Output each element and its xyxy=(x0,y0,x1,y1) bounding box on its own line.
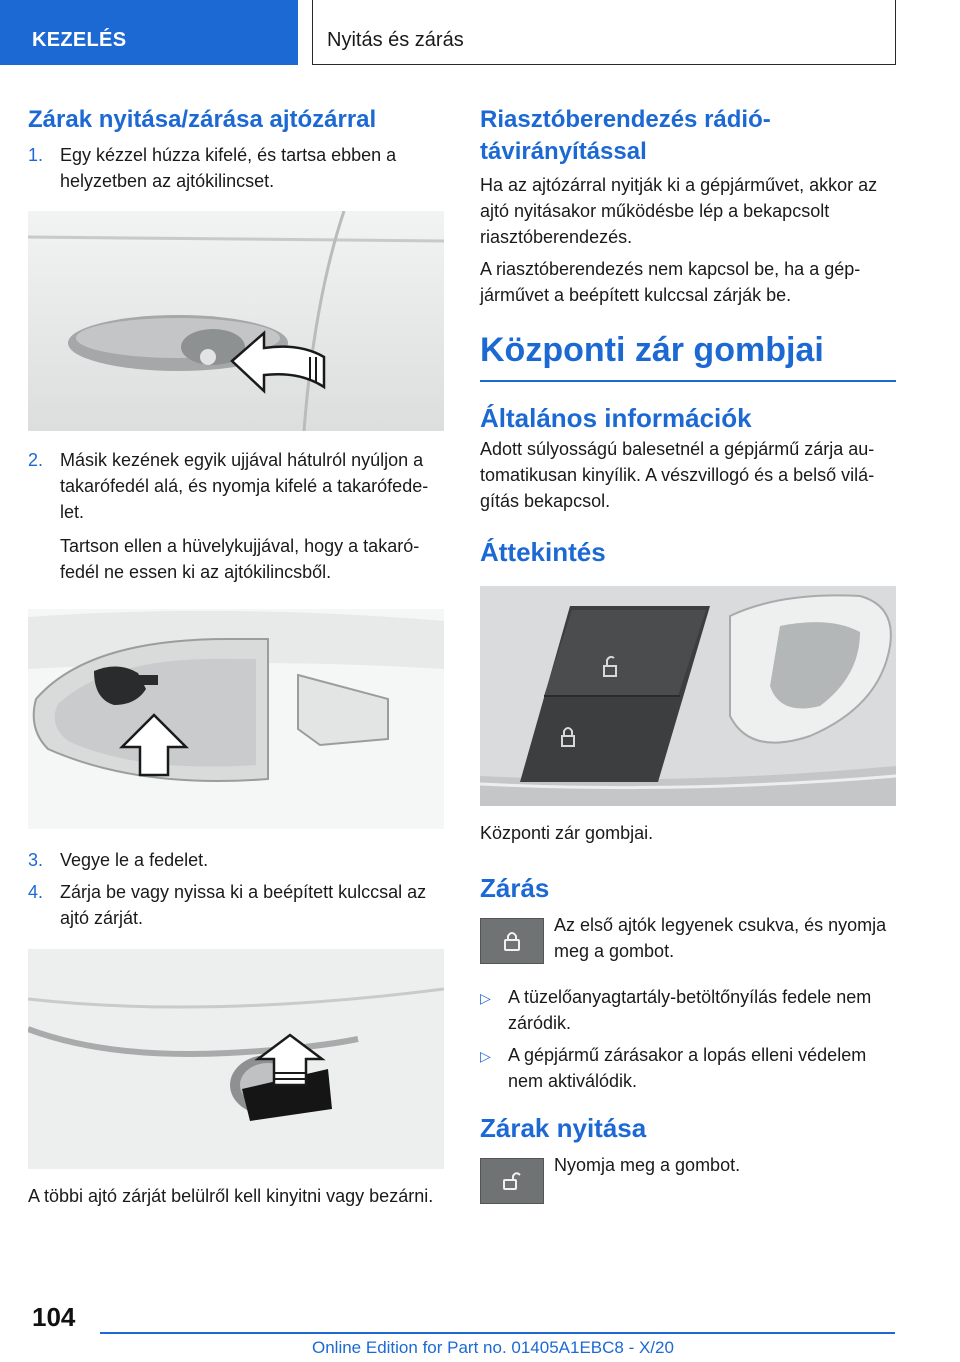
overview-title: Áttekintés xyxy=(480,537,606,567)
unlock-instruction xyxy=(480,1152,896,1204)
unlock-button-icon xyxy=(480,1158,544,1204)
unlock-instruction-text: Nyomja meg a gombot. xyxy=(554,1155,741,1175)
step-number: 1. xyxy=(28,145,44,165)
general-info-title: Általános információk xyxy=(480,403,752,433)
lock-note-2 xyxy=(480,1042,896,1094)
general-info-paragraph: Adott súlyosságú balesetnél a gépjármű zárja automatikusan kinyílik. A vészvillogó és a belső világítás bekapcsol. xyxy=(480,439,875,511)
central-lock-buttons-image xyxy=(480,586,896,806)
other-doors-note: A többi ajtó zárját belülről kell kinyitni vagy bezárni. xyxy=(28,1186,434,1206)
right-column xyxy=(480,104,896,1204)
key-in-lock-image xyxy=(28,949,444,1169)
section-tab: KEZELÉS xyxy=(0,0,298,65)
lock-instruction-text: Az első ajtók legyenek csukva, és nyomja meg a gombot. xyxy=(554,915,887,961)
step-text: Másik kezének egyik ujjával hátulról nyúljon a takarófedél alá, és nyomja kifelé a takarófedelet. xyxy=(60,450,429,522)
lock-note-1 xyxy=(480,984,896,1036)
alarm-paragraph-2: A riasztóberendezés nem kapcsol be, ha a gépjárművet a beépített kulccsal zárják be. xyxy=(480,259,861,305)
locking-title: Zárás xyxy=(480,873,550,903)
left-column xyxy=(28,104,444,1209)
central-lock-title: Központi zár gombjai xyxy=(480,331,824,369)
step-4 xyxy=(28,879,444,931)
step-number: 3. xyxy=(28,850,44,870)
lock-instruction xyxy=(480,912,896,964)
step-2 xyxy=(28,447,444,525)
step-number: 2. xyxy=(28,450,44,470)
step-2-note: Tartson ellen a hüvelykujjával, hogy a takarófedél ne essen ki az ajtókilincsből. xyxy=(60,536,420,582)
topic-tab: Nyitás és zárás xyxy=(312,0,896,65)
triangle-bullet-icon: ▷ xyxy=(480,990,491,1006)
footer-divider xyxy=(100,1332,895,1334)
page-number: 104 xyxy=(32,1302,76,1332)
alarm-title: Riasztóberendezés rádiótávirányítással xyxy=(480,106,771,165)
door-handle-pull-image xyxy=(28,211,444,431)
title-underline xyxy=(480,380,896,382)
lock-button-icon xyxy=(480,918,544,964)
lock-note-text: A tüzelőanyagtartály-betöltőnyílás fedele nem záródik. xyxy=(508,987,872,1033)
step-3 xyxy=(28,847,444,873)
unlocking-title: Zárak nyitása xyxy=(480,1113,647,1143)
door-lock-title: Zárak nyitása/zárása ajtózárral xyxy=(28,106,377,133)
step-number: 4. xyxy=(28,882,44,902)
edition-info: Online Edition for Part no. 01405A1EBC8 - X/20 xyxy=(312,1338,674,1357)
lock-note-text: A gépjármű zárásakor a lopás elleni védelem nem aktiválódik. xyxy=(508,1045,867,1091)
step-text: Zárja be vagy nyissa ki a beépített kulccsal az ajtó zárját. xyxy=(60,882,427,928)
alarm-paragraph-1: Ha az ajtózárral nyitják ki a gépjárművet, akkor az ajtó nyitásakor működésbe lép a bekapcsolt riasztóberendezés. xyxy=(480,175,878,247)
step-1 xyxy=(28,142,444,194)
overview-caption: Központi zár gombjai. xyxy=(480,823,654,843)
cover-removal-image xyxy=(28,609,444,829)
step-text: Egy kézzel húzza kifelé, és tartsa ebben a helyzetben az ajtókilincset. xyxy=(60,145,397,191)
step-text: Vegye le a fedelet. xyxy=(60,850,209,870)
triangle-bullet-icon: ▷ xyxy=(480,1048,491,1064)
